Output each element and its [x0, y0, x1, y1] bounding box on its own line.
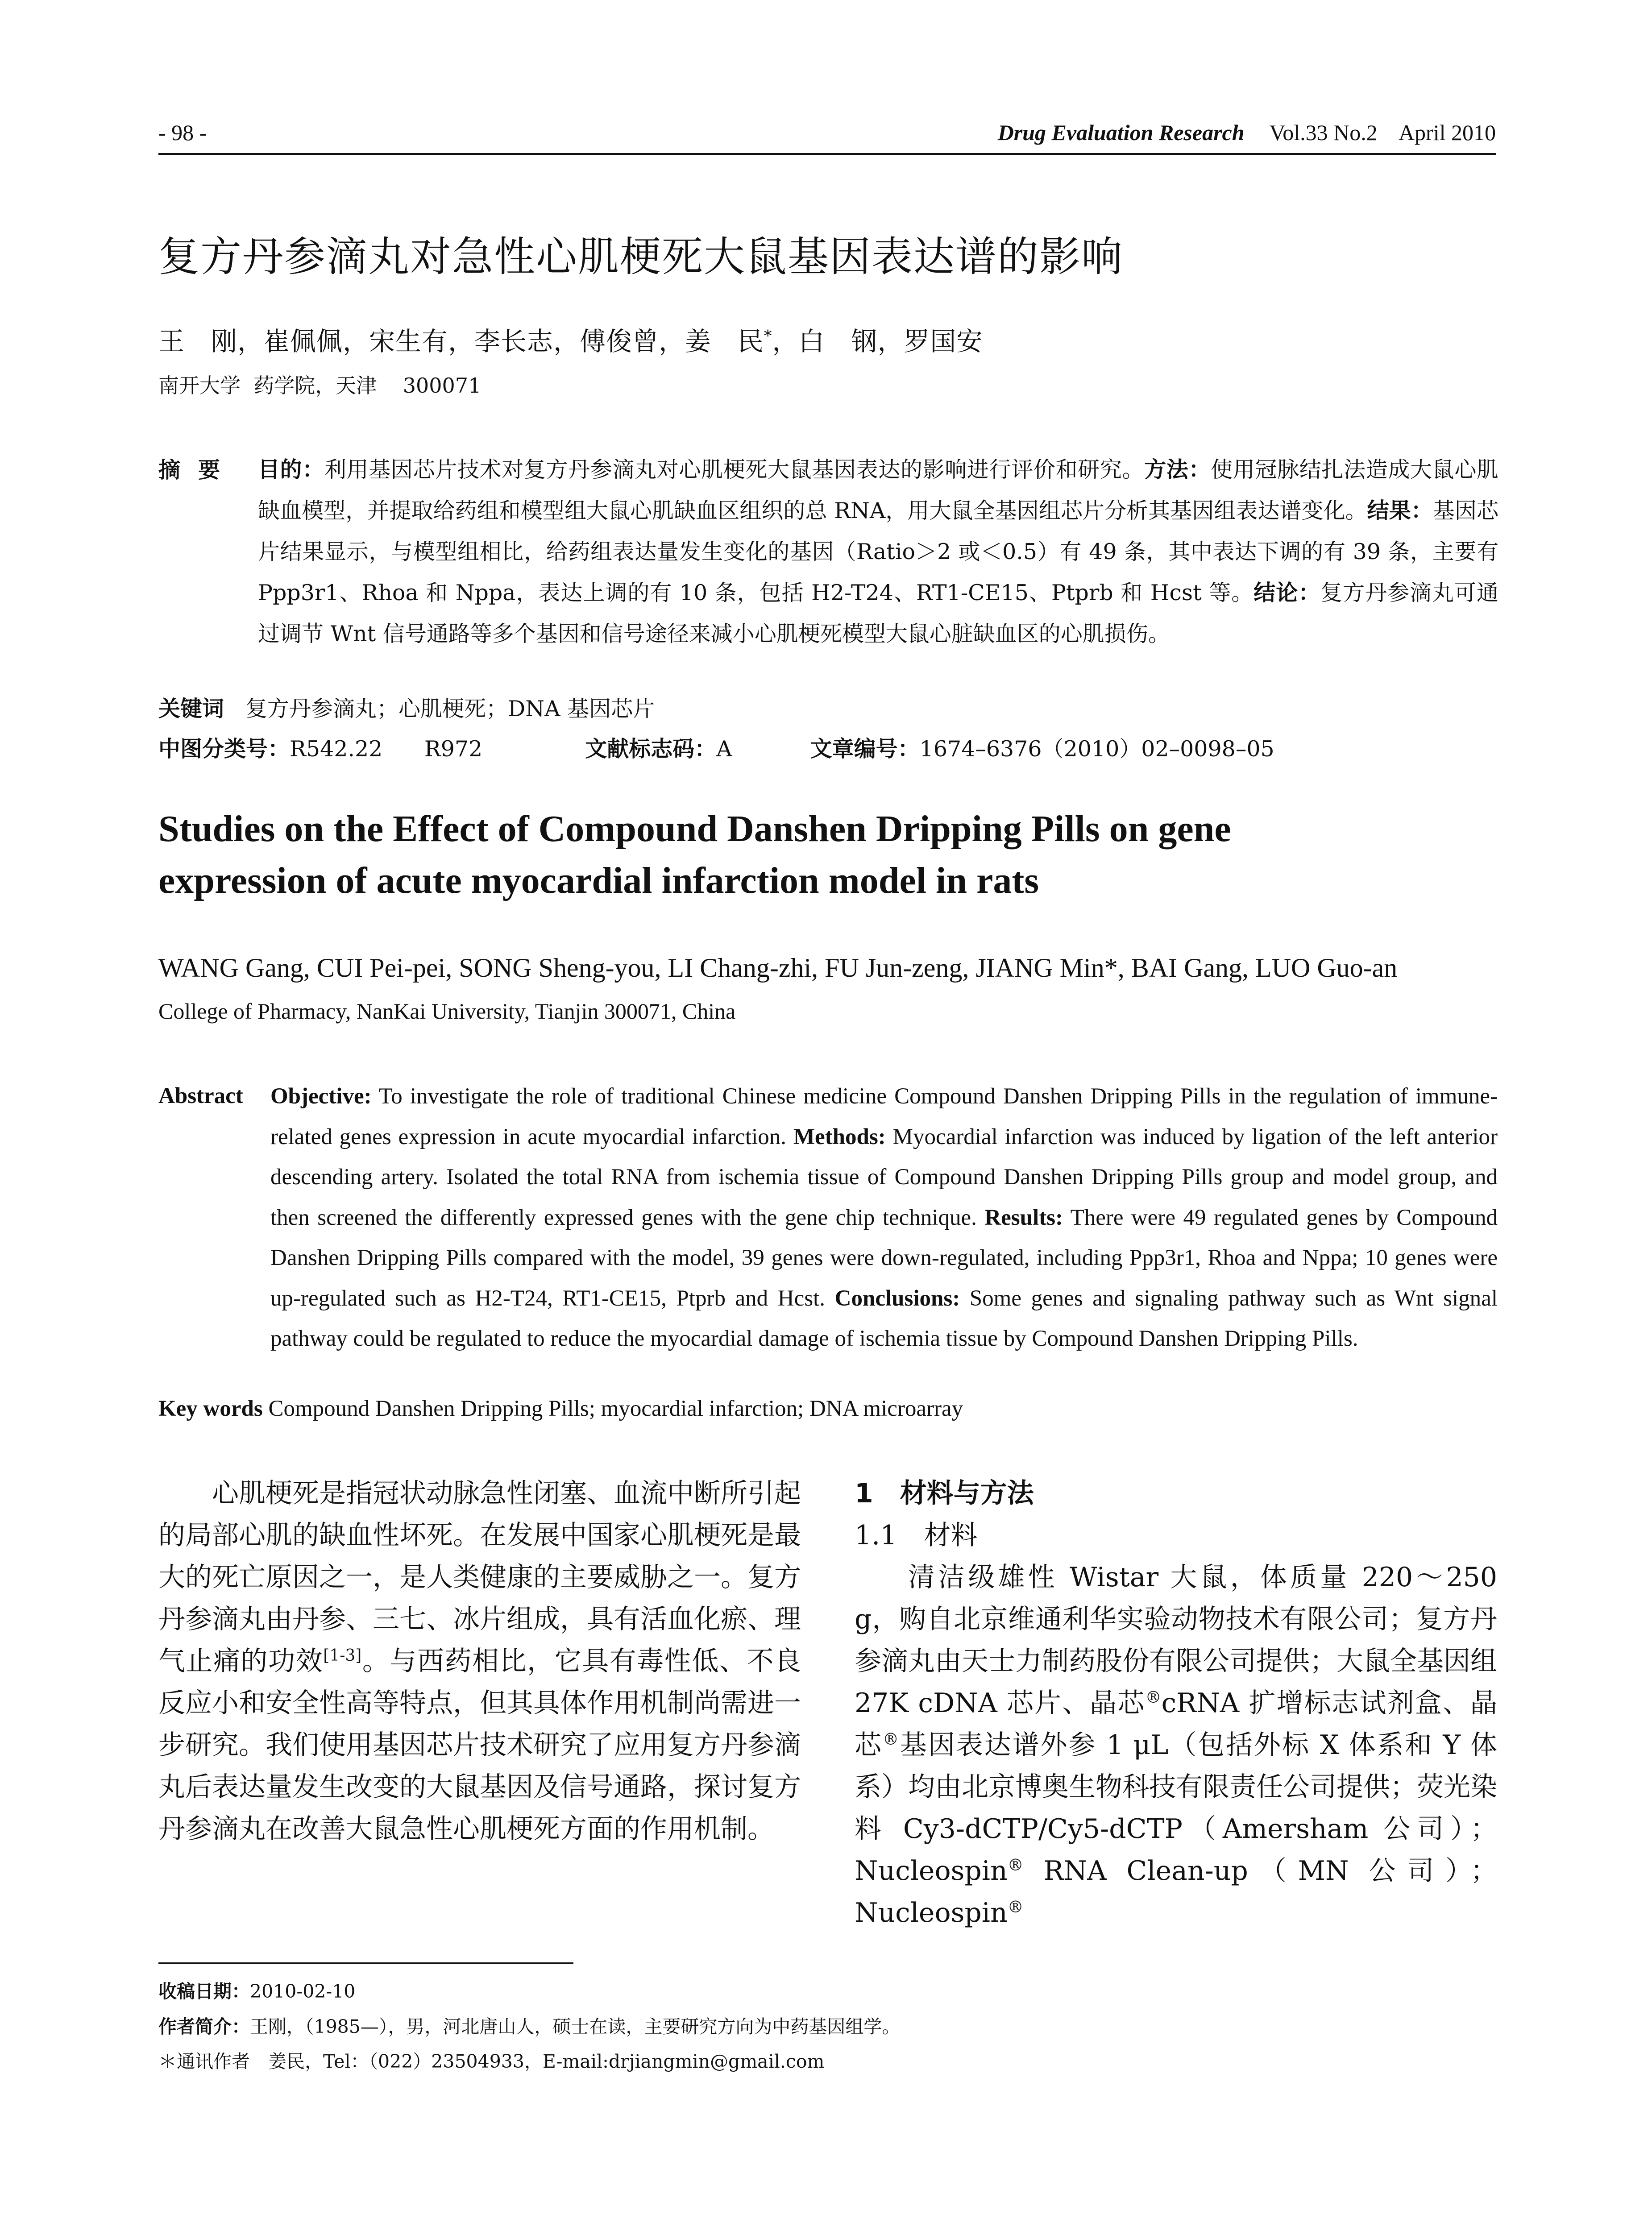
corresponding-mark: * [764, 327, 772, 345]
en-methods: Myocardial infarction was induced by ligation of the left anterior descending artery. Isolated the total RNA from ischemia tissue of Compound Danshen Dripping Pills group and model group, and then screened the differently expressed genes with the gene chip technique. [270, 1124, 1498, 1230]
chinese-keywords-label: 关键词 [158, 696, 224, 722]
registered-mark-4: ® [1007, 1898, 1024, 1916]
en-results: There were 49 regulated genes by Compound Danshen Dripping Pills compared with the model, 39 genes were down-regulated, including Ppp3r1, Rhoa and Nppa; 10 genes were up-regulated such as H2-T24, RT1-CE15, Ptprb and Hcst. [270, 1205, 1498, 1311]
intro-text-1: 心肌梗死是指冠状动脉急性闭塞、血流中断所引起的局部心肌的缺血性坏死。在发展中国家心肌梗死是最大的死亡原因之一，是人类健康的主要威胁之一。复方丹参滴丸由丹参、三七、冰片组成，具有活血化瘀、理气止痛的功效 [158, 1478, 801, 1677]
cn-conclusion: 复方丹参滴丸可通过调节 Wnt 信号通路等多个基因和信号途径来减小心肌梗死模型大鼠心脏缺血区的心肌损伤。 [258, 580, 1498, 647]
body-right-column [855, 1472, 1497, 1934]
materials-text-d: RNA Clean-up（MN 公司）；Nucleospin [855, 1855, 1497, 1928]
en-methods-label: Methods: [793, 1124, 886, 1149]
chinese-authors [158, 320, 983, 358]
chinese-affiliation: 南开大学 药学院，天津 300071 [158, 373, 481, 398]
materials-paragraph [855, 1556, 1497, 1934]
english-title [158, 803, 1497, 907]
chinese-abstract-label: 摘要 [158, 457, 238, 483]
journal-header [998, 120, 1496, 145]
english-keywords-text: Compound Danshen Dripping Pills; myocardial infarction; DNA microarray [268, 1396, 963, 1421]
registered-mark-2: ® [882, 1730, 899, 1749]
footnote-rule [158, 1962, 573, 1964]
volume-issue-date: Vol.33 No.2 April 2010 [1269, 120, 1496, 145]
received-label: 收稿日期： [158, 1981, 250, 2002]
chinese-authors-tail: ，白 钢，罗国安 [772, 326, 983, 357]
article-no-label: 文章编号： [810, 736, 920, 762]
journal-name: Drug Evaluation Research [997, 120, 1245, 145]
registered-mark-3: ® [1007, 1856, 1024, 1874]
english-keywords-label: Key words [158, 1396, 263, 1421]
class-value: R542.22 R972 [290, 736, 483, 762]
en-results-label: Results: [984, 1205, 1063, 1230]
doc-code-label: 文献标志码： [585, 736, 717, 762]
author-bio-label: 作者简介： [158, 2016, 250, 2037]
chinese-keywords-text: 复方丹参滴丸；心肌梗死；DNA 基因芯片 [245, 696, 655, 722]
intro-paragraph [158, 1472, 801, 1850]
chinese-keywords [158, 692, 655, 723]
cn-objective: 利用基因芯片技术对复方丹参滴丸对心肌梗死大鼠基因表达的影响进行评价和研究。 [324, 457, 1145, 482]
english-title-line-1: Studies on the Effect of Compound Danshen Dripping Pills on gene [158, 808, 1231, 850]
english-keywords [158, 1396, 963, 1422]
author-bio: 王刚，（1985—），男，河北唐山人，硕士在读，主要研究方向为中药基因组学。 [250, 2016, 901, 2037]
english-affiliation: College of Pharmacy, NanKai University, Tianjin 300071, China [158, 999, 736, 1024]
materials-text-c: 基因表达谱外参 1 μL（包括外标 X 体系和 Y 体系）均由北京博奥生物科技有限责任公司提供；荧光染料 Cy3-dCTP/Cy5-dCTP（Amersham 公司）；Nucleospin [855, 1729, 1497, 1887]
cn-objective-label: 目的： [258, 457, 324, 482]
english-title-line-2: expression of acute myocardial infarction model in rats [158, 860, 1039, 901]
materials-text-b: cRNA 扩增标志试剂盒、晶芯 [855, 1688, 1497, 1761]
page-number: - 98 - [158, 120, 207, 145]
intro-citation: [1-3] [323, 1646, 362, 1665]
doc-code: A [716, 736, 732, 762]
section-heading-1-1: 1.1 材料 [855, 1520, 978, 1551]
chinese-authors-main: 王 刚，崔佩佩，宋生有，李长志，傅俊曾，姜 民 [158, 326, 764, 357]
class-label: 中图分类号： [158, 736, 290, 762]
footnote-corresponding: ＊通讯作者 姜民，Tel：（022）23504933，E-mail:drjiangmin@gmail.com [158, 2051, 825, 2072]
classification-line [158, 732, 1274, 763]
cn-results: 基因芯片结果显示，与模型组相比，给药组表达量发生变化的基因（Ratio＞2 或＜0.5）有 49 条，其中表达下调的有 39 条，主要有 Ppp3r1、Rhoa 和 Nppa，表达上调的有 10 条，包括 H2-T24、RT1-CE15、Ptprb 和 Hcst 等。 [258, 498, 1498, 605]
english-abstract [270, 1076, 1498, 1359]
registered-mark-1: ® [1145, 1688, 1162, 1707]
footnote-author-bio [158, 2012, 900, 2038]
chinese-title: 复方丹参滴丸对急性心肌梗死大鼠基因表达谱的影响 [158, 233, 1124, 281]
chinese-abstract [258, 449, 1498, 655]
cn-methods: 使用冠脉结扎法造成大鼠心肌缺血模型，并提取给药组和模型组大鼠心肌缺血区组织的总 RNA，用大鼠全基因组芯片分析其基因组表达谱变化。 [258, 457, 1498, 523]
received-date: 2010-02-10 [250, 1981, 356, 2002]
cn-results-label: 结果： [1367, 498, 1433, 523]
section-heading-1: 1 材料与方法 [855, 1478, 1034, 1509]
english-abstract-label: Abstract [158, 1083, 243, 1108]
english-authors: WANG Gang, CUI Pei-pei, SONG Sheng-you, LI Chang-zhi, FU Jun-zeng, JIANG Min*, BAI Gang, LUO Guo-an [158, 953, 1398, 983]
intro-text-2: 。与西药相比，它具有毒性低、不良反应小和安全性高等特点，但其具体作用机制尚需进一步研究。我们使用基因芯片技术研究了应用复方丹参滴丸后表达量发生改变的大鼠基因及信号通路，探讨复方丹参滴丸在改善大鼠急性心肌梗死方面的作用机制。 [158, 1646, 801, 1845]
materials-text-a: 清洁级雄性 Wistar 大鼠，体质量 220～250 g，购自北京维通利华实验动物技术有限公司；复方丹参滴丸由天士力制药股份有限公司提供；大鼠全基因组 27K cDNA 芯片、晶芯 [855, 1562, 1497, 1719]
en-objective-label: Objective: [270, 1084, 372, 1109]
body-left-column [158, 1472, 801, 1850]
en-conclusions: Some genes and signaling pathway such as Wnt signal pathway could be regulated to reduce the myocardial damage of ischemia tissue by Compound Danshen Dripping Pills. [270, 1286, 1498, 1351]
en-conclusions-label: Conclusions: [834, 1286, 960, 1311]
footnote-received [158, 1977, 355, 2003]
article-no: 1674–6376（2010）02–0098–05 [919, 736, 1274, 762]
cn-methods-label: 方法： [1144, 457, 1211, 482]
en-objective: To investigate the role of traditional Chinese medicine Compound Danshen Dripping Pills in the regulation of immune-related genes expression in acute myocardial infarction. [270, 1084, 1498, 1149]
header-rule [158, 153, 1496, 155]
cn-conclusion-label: 结论： [1254, 580, 1321, 605]
